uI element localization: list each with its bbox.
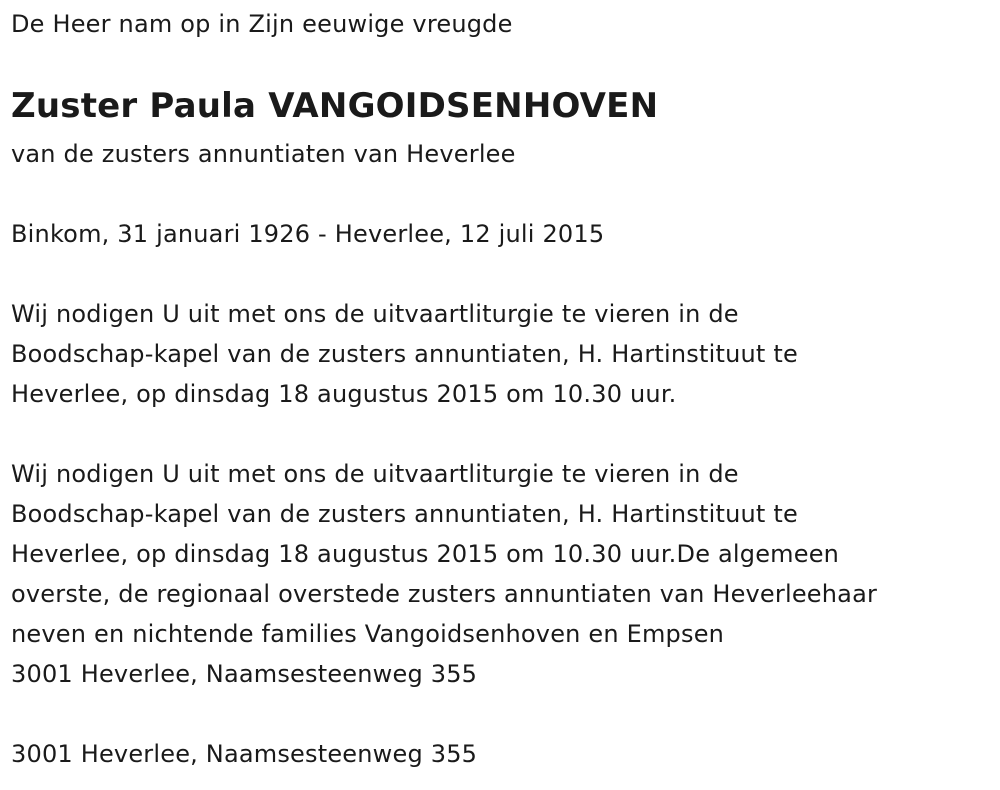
paragraph-line: Heverlee, op dinsdag 18 augustus 2015 om 10.30 uur.De algemeen: [11, 540, 840, 568]
paragraph-line: 3001 Heverlee, Naamsesteenweg 355: [11, 660, 478, 688]
deceased-name: Zuster Paula VANGOIDSENHOVEN: [11, 86, 659, 126]
address-text: 3001 Heverlee, Naamsesteenweg 355: [11, 740, 478, 768]
life-dates: Binkom, 31 januari 1926 - Heverlee, 12 juli 2015: [11, 220, 605, 248]
paragraph-line: Boodschap-kapel van de zusters annuntiaten, H. Hartinstituut te: [11, 500, 798, 528]
intro-text: De Heer nam op in Zijn eeuwige vreugde: [11, 10, 513, 38]
paragraph-line: Heverlee, op dinsdag 18 augustus 2015 om 10.30 uur.: [11, 380, 677, 408]
paragraph-line: neven en nichtende families Vangoidsenhoven en Empsen: [11, 620, 725, 648]
paragraph-line: Wij nodigen U uit met ons de uitvaartliturgie te vieren in de: [11, 460, 739, 488]
affiliation-text: van de zusters annuntiaten van Heverlee: [11, 140, 516, 168]
paragraph-line: Wij nodigen U uit met ons de uitvaartliturgie te vieren in de: [11, 300, 739, 328]
paragraph-line: overste, de regionaal overstede zusters annuntiaten van Heverleehaar: [11, 580, 878, 608]
paragraph-line: Boodschap-kapel van de zusters annuntiaten, H. Hartinstituut te: [11, 340, 798, 368]
